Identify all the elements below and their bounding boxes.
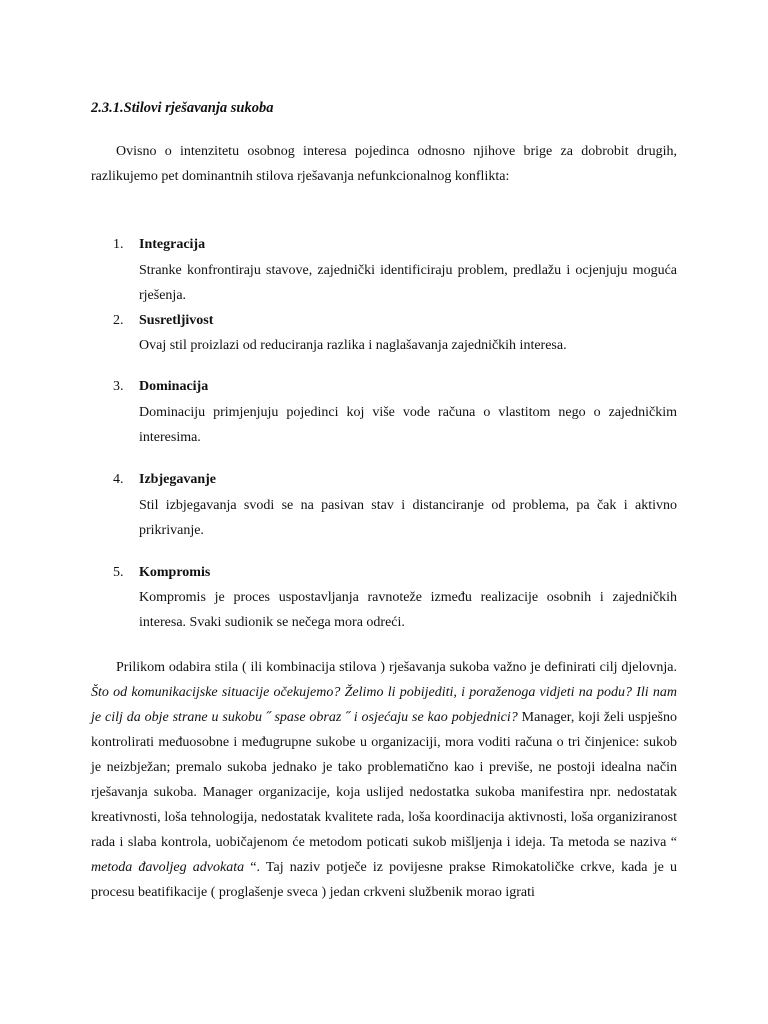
list-item-text: Dominaciju primjenjuju pojedinci koj više vode računa o vlastitom nego o zajedničkim interesima. [139, 405, 677, 445]
body-italic-term: metoda đavoljeg advokata [91, 860, 245, 875]
list-number: 5. [113, 565, 124, 580]
list-number: 4. [113, 472, 124, 487]
intro-paragraph [91, 139, 677, 189]
intro-text: Ovisno o intenzitetu osobnog interesa pojedinca odnosno njihove brige za dobrobit drugih, razlikujemo pet dominantnih stilova rješavanja nefunkcionalnog konflikta: [91, 144, 677, 184]
list-item-title: Susretljivost [139, 313, 214, 328]
list-item-text: Stranke konfrontiraju stavove, zajednički identificiraju problem, predlažu i ocjenjuju moguća rješenja. [139, 263, 677, 303]
section-heading: 2.3.1.Stilovi rješavanja sukoba [91, 100, 274, 116]
body-text-3: “. Taj naziv potječe iz povijesne prakse Rimokatoličke crkve, kada je u procesu beatifikacije ( proglašenje sveca ) jedan crkveni službenik morao igrati [91, 860, 677, 900]
body-italic-questions: Što od komunikacijske situacije očekujemo? Želimo li pobijediti, i poraženoga vidjeti na podu? Ili nam je cilj da obje strane u sukobu ˝ spase obraz ˝ i osjećaju se kao pobjednici? [91, 685, 677, 725]
list-item-text: Stil izbjegavanja svodi se na pasivan stav i distanciranje od problema, pa čak i aktivno prikrivanje. [139, 498, 677, 538]
body-paragraph [91, 655, 677, 905]
list-item-text: Kompromis je proces uspostavljanja ravnoteže između realizacije osobnih i zajedničkih interesa. Svaki sudionik se nečega mora odreći. [139, 590, 677, 630]
list-item-text: Ovaj stil proizlazi od reduciranja razlika i naglašavanja zajedničkih interesa. [139, 338, 567, 353]
list-item-title: Dominacija [139, 379, 209, 394]
list-number: 3. [113, 379, 124, 394]
list-number: 1. [113, 237, 124, 252]
list-item-title: Integracija [139, 237, 206, 252]
list-item-title: Kompromis [139, 565, 211, 580]
body-text-1: Prilikom odabira stila ( ili kombinacija stilova ) rješavanja sukoba važno je definirati cilj djelovnja. [116, 660, 677, 675]
list-item-title: Izbjegavanje [139, 472, 216, 487]
list-number: 2. [113, 313, 124, 328]
body-text-2: Manager, koji želi uspješno kontrolirati međuosobne i međugrupne sukobe u organizaciji, mora voditi računa o tri činjenice: sukob je neizbježan; premalo sukoba jednako je tako problematično kao i previše, ne postoji idealna način rješavanja sukoba. Manager organizacije, koja uslijed nedostatka sukoba manifestira npr. nedostatak kreativnosti, loša tehnologija, nedostatak kvalitete rada, loša koordinacija aktivnosti, loša organiziranost rada i slaba kontrola, uobičajenom će metodom poticati sukob mišljenja i ideja. Ta metoda se naziva “ [91, 710, 677, 850]
